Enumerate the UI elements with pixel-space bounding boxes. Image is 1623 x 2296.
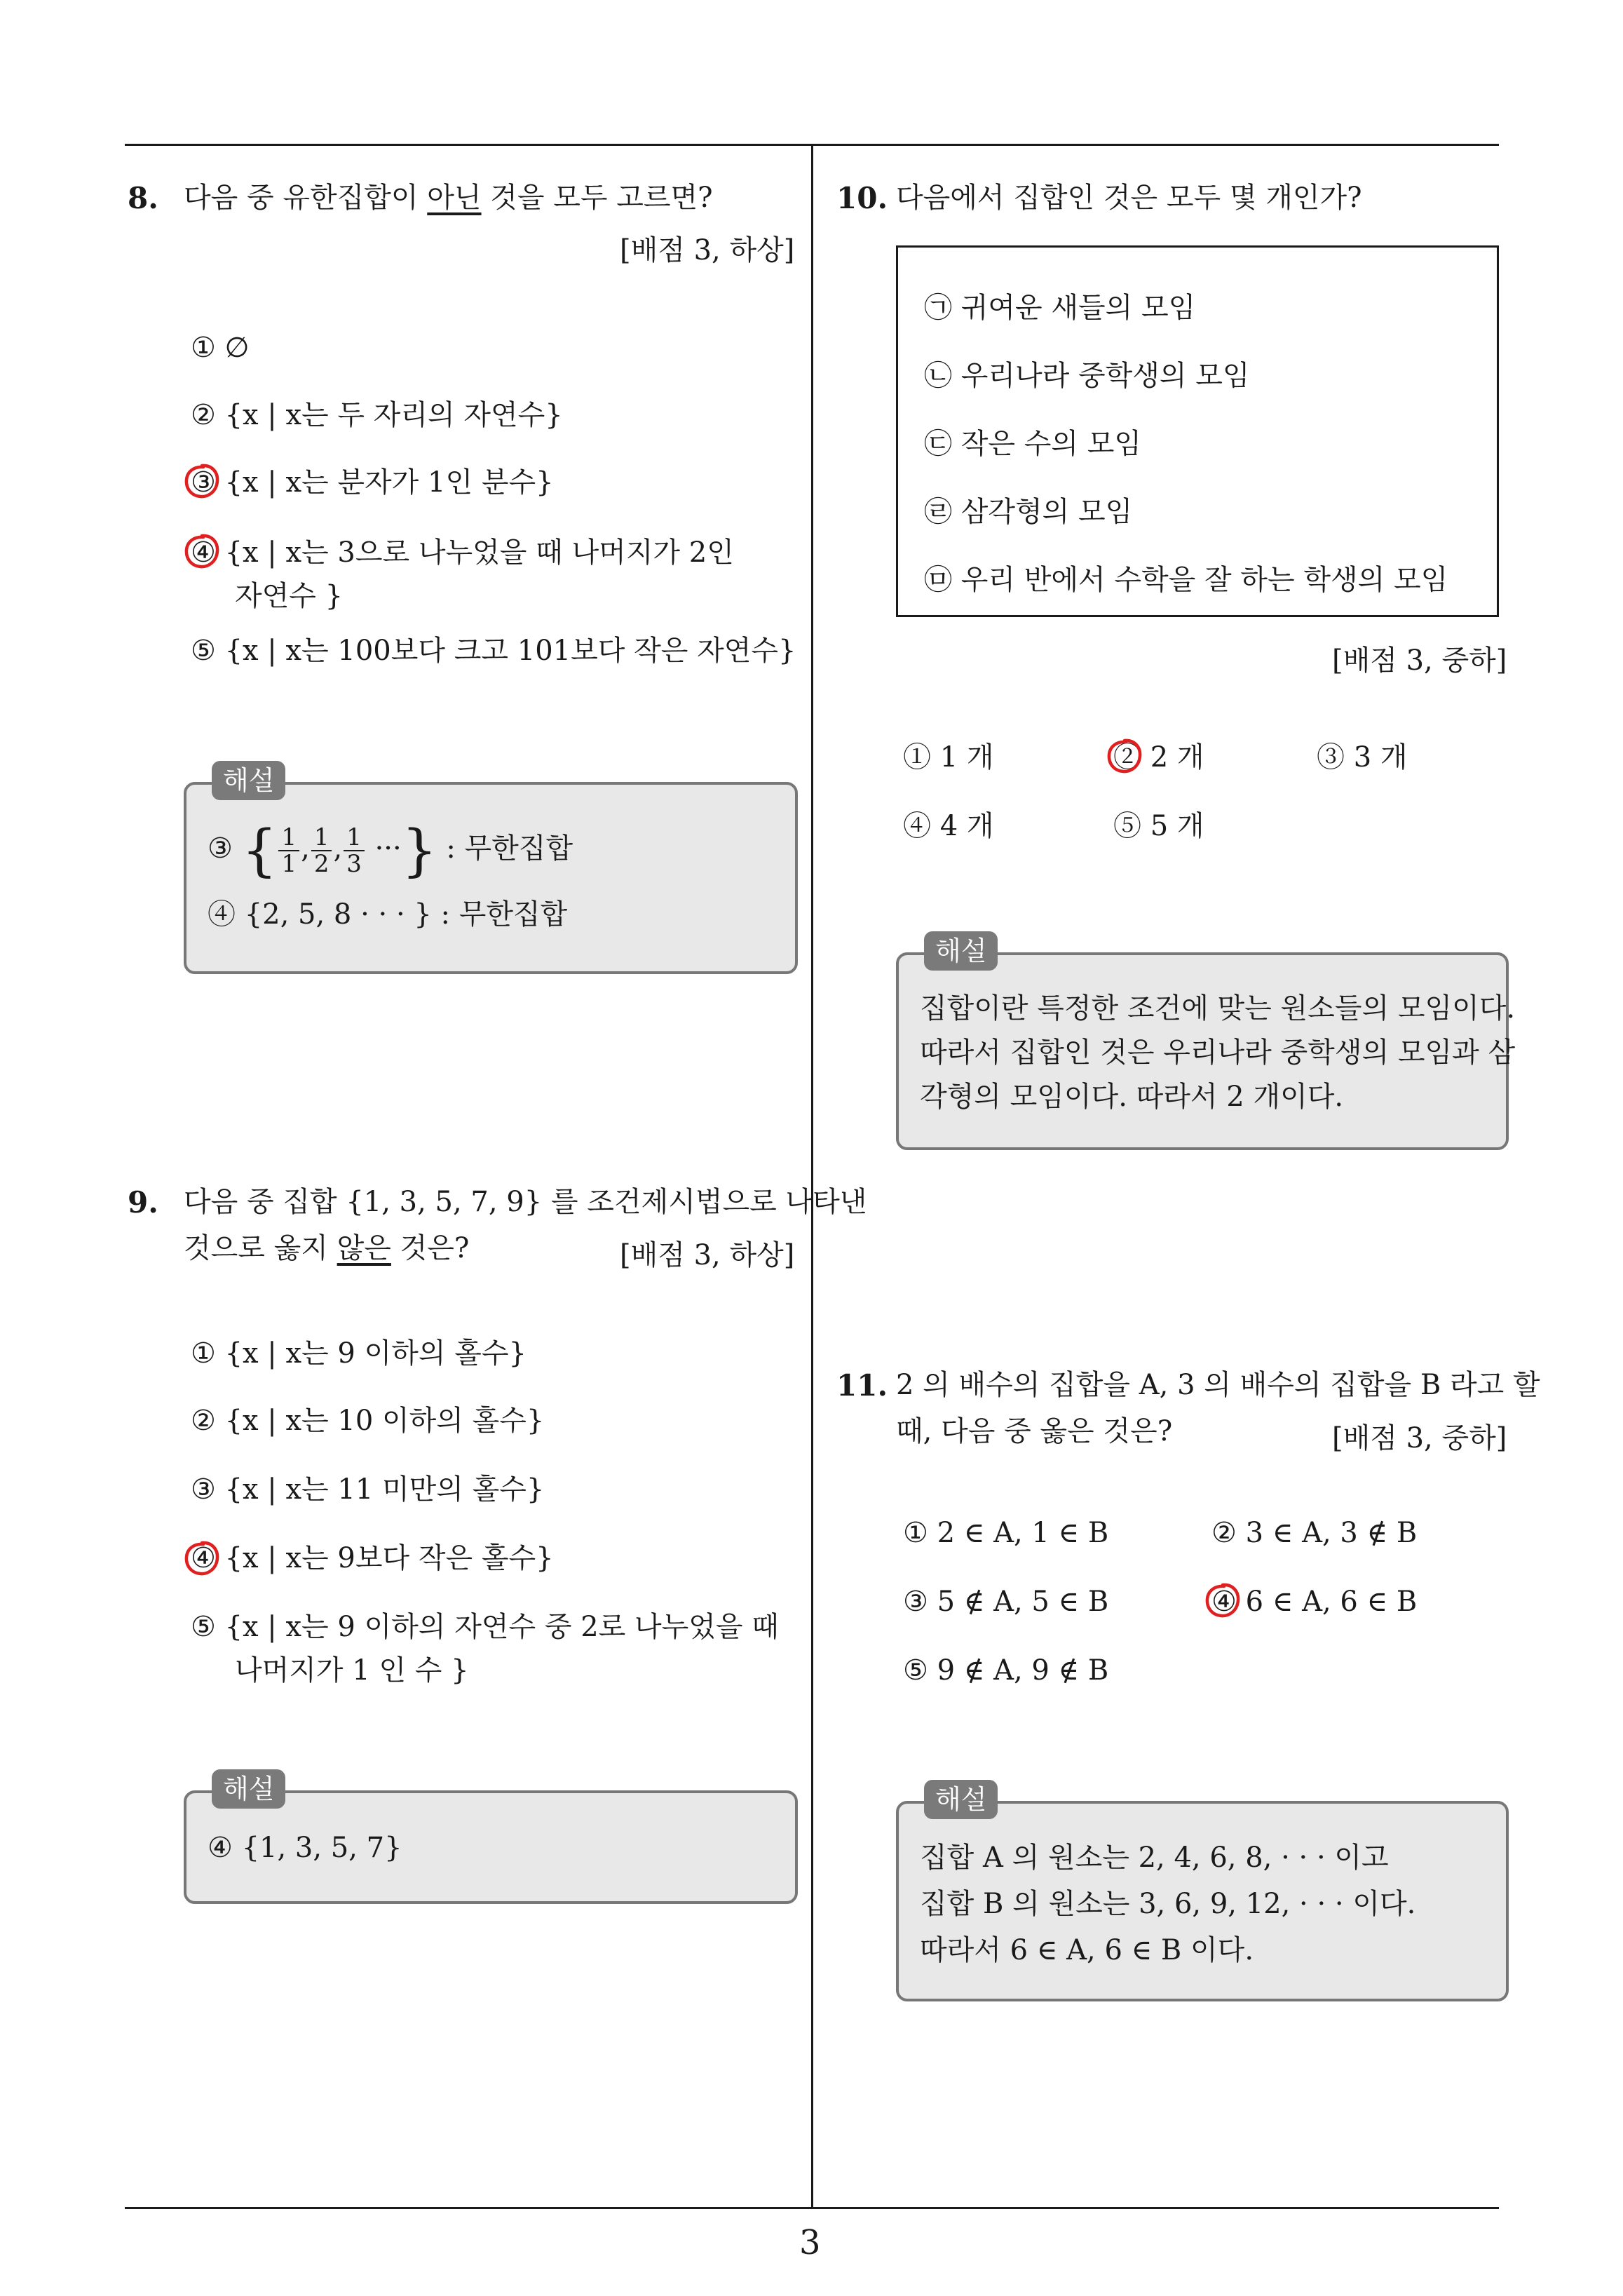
option-4[interactable]: ④ 4 개	[903, 810, 994, 842]
answer-circle-icon	[1204, 1582, 1241, 1619]
solution-line-2: 따라서 집합인 것은 우리나라 중학생의 모임과 삼	[920, 1036, 1516, 1069]
points-label: [배점 3, 중하]	[1332, 1422, 1507, 1454]
question-text-line-2: 것으로 옳지 않은 것은?	[184, 1232, 470, 1264]
solution-tag: 해설	[924, 931, 998, 971]
question-text-line-1: 2 의 배수의 집합을 A, 3 의 배수의 집합을 B 라고 할	[896, 1369, 1540, 1401]
question-text-line-2: 때, 다음 중 옳은 것은?	[896, 1415, 1173, 1447]
option-3[interactable]: ③ {x | x는 분자가 1인 분수}	[191, 466, 554, 499]
answer-circle-icon	[184, 463, 220, 499]
solution-line-3: 따라서 6 ∈ A, 6 ∈ B 이다.	[920, 1934, 1254, 1966]
answer-circle-icon	[184, 1540, 220, 1576]
solution-line-1: 집합 A 의 원소는 2, 4, 6, 8, · · · 이고	[920, 1842, 1389, 1874]
option-5[interactable]: ⑤ {x | x는 100보다 크고 101보다 작은 자연수}	[191, 635, 796, 667]
solution-tag: 해설	[212, 1769, 285, 1809]
fraction: $\frac{1}{1}$	[278, 825, 299, 877]
solution-line-2: 집합 B 의 원소는 3, 6, 9, 12, · · · 이다.	[920, 1888, 1416, 1920]
question-text-line-1: 다음 중 집합 {1, 3, 5, 7, 9} 를 조건제시법으로 나타낸	[184, 1186, 867, 1218]
option-4[interactable]: ④ {x | x는 9보다 작은 홀수}	[191, 1542, 554, 1574]
question-number: 10.	[836, 181, 888, 215]
box-item-2: ㉡ 우리나라 중학생의 모임	[924, 360, 1250, 392]
underlined-word: 않은	[337, 1232, 391, 1264]
points-label: [배점 3, 하상]	[620, 234, 795, 266]
solution-line-1: ④ {1, 3, 5, 7}	[208, 1832, 402, 1864]
solution-tag: 해설	[924, 1780, 998, 1819]
answer-circle-icon	[184, 533, 220, 569]
box-item-5: ㉤ 우리 반에서 수학을 잘 하는 학생의 모임	[924, 564, 1448, 596]
question-number: 9.	[128, 1185, 158, 1220]
points-label: [배점 3, 하상]	[620, 1239, 795, 1271]
option-2[interactable]: ② {x | x는 두 자리의 자연수}	[191, 399, 563, 431]
underlined-word: 아닌	[427, 182, 482, 214]
question-number: 11.	[836, 1368, 888, 1403]
column-divider	[811, 144, 813, 2209]
option-1[interactable]: ① 1 개	[903, 741, 994, 774]
option-5-continued: 나머지가 1 인 수 }	[235, 1654, 469, 1687]
page-number: 3	[799, 2223, 821, 2262]
option-4[interactable]: ④ 6 ∈ A, 6 ∈ B	[1211, 1586, 1418, 1618]
question-number: 8.	[128, 181, 158, 215]
box-item-3: ㉢ 작은 수의 모임	[924, 428, 1141, 460]
option-5[interactable]: ⑤ 9 ∉ A, 9 ∉ B	[903, 1654, 1109, 1687]
option-3[interactable]: ③ 3 개	[1317, 741, 1408, 774]
option-1[interactable]: ① {x | x는 9 이하의 홀수}	[191, 1337, 527, 1370]
option-3[interactable]: ③ 5 ∉ A, 5 ∈ B	[903, 1586, 1109, 1618]
option-1[interactable]: ① ∅	[191, 332, 250, 364]
option-5[interactable]: ⑤ {x | x는 9 이하의 자연수 중 2로 나누었을 때	[191, 1611, 779, 1643]
question-text: 다음에서 집합인 것은 모두 몇 개인가?	[896, 182, 1362, 214]
option-2[interactable]: ② 2 개	[1113, 741, 1204, 774]
option-2[interactable]: ② 3 ∈ A, 3 ∉ B	[1211, 1517, 1418, 1549]
fraction: $\frac{1}{3}$	[344, 825, 365, 877]
solution-tag: 해설	[212, 761, 285, 800]
bottom-rule	[125, 2207, 1499, 2209]
option-4[interactable]: ④ {x | x는 3으로 나누었을 때 나머지가 2인	[191, 536, 734, 569]
solution-line-1: 집합이란 특정한 조건에 맞는 원소들의 모임이다.	[920, 992, 1516, 1025]
option-3[interactable]: ③ {x | x는 11 미만의 홀수}	[191, 1473, 545, 1506]
solution-line-2: ④ {2, 5, 8 · · · } : 무한집합	[208, 898, 568, 931]
option-1[interactable]: ① 2 ∈ A, 1 ∈ B	[903, 1517, 1109, 1549]
answer-circle-icon	[1106, 738, 1143, 774]
fraction: $\frac{1}{2}$	[311, 825, 332, 877]
points-label: [배점 3, 중하]	[1332, 644, 1507, 677]
solution-line-1: ③ { $\frac{1}{1}$ , $\frac{1}{2}$ , $\frac{1}{3}$ ···} : 무한집합	[208, 818, 573, 883]
solution-line-3: 각형의 모임이다. 따라서 2 개이다.	[920, 1081, 1344, 1113]
option-5[interactable]: ⑤ 5 개	[1113, 810, 1204, 842]
question-text: 다음 중 유한집합이 아닌 것을 모두 고르면?	[184, 182, 713, 214]
box-item-1: ㉠ 귀여운 새들의 모임	[924, 292, 1196, 324]
box-item-4: ㉣ 삼각형의 모임	[924, 496, 1133, 528]
option-2[interactable]: ② {x | x는 10 이하의 홀수}	[191, 1405, 545, 1437]
option-4-continued: 자연수 }	[235, 580, 344, 612]
